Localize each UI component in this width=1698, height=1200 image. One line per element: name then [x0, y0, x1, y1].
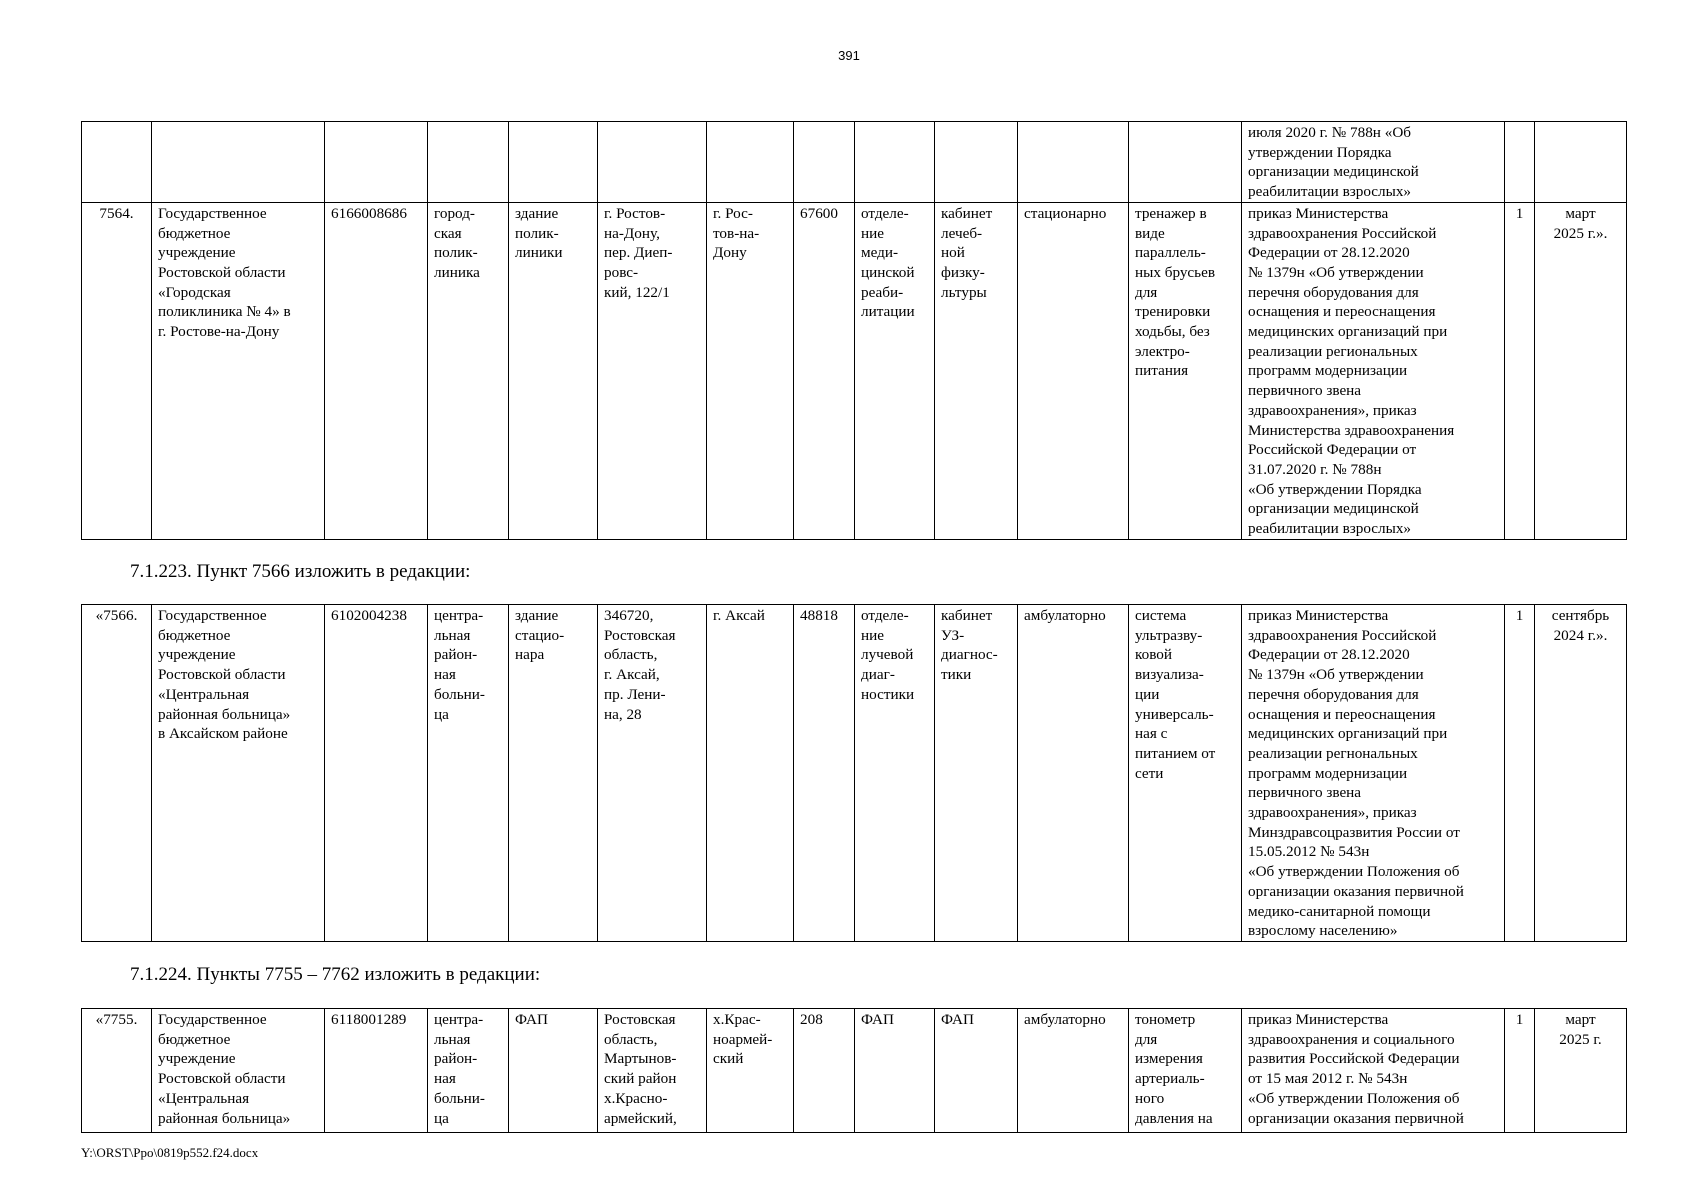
cell-building: [509, 1009, 598, 1133]
cell-building: [509, 605, 598, 942]
cell-inst-type: [428, 202, 509, 539]
population-text: 208: [800, 1011, 823, 1028]
cell-quantity: [1505, 605, 1535, 942]
inst-type-text: центра- льная район- ная больни- ца: [434, 607, 485, 723]
cell-department: [855, 605, 935, 942]
cell-number: [82, 202, 152, 539]
cell-inn: [325, 1009, 428, 1133]
cell-institution: [152, 605, 325, 942]
department-text: отделе- ние лучевой диаг- ностики: [861, 607, 915, 703]
cell-address: [598, 605, 707, 942]
table-row-7564: [82, 202, 1627, 539]
inn-text: 6166008686: [331, 204, 407, 222]
settlement-text: г. Рос- тов-на- Дону: [713, 204, 760, 262]
quantity-text: 1: [1515, 204, 1524, 222]
register-table-3: [81, 1008, 1627, 1133]
cell-settlement: [707, 202, 794, 539]
equipment-text: система ультразву- ковой визуализа- ции универсаль- ная с питанием от сети: [1135, 607, 1216, 782]
cell-care-mode: [1018, 122, 1129, 203]
inst-type-text: город- ская полик- линика: [434, 204, 480, 281]
inn-text: 6118001289: [331, 1011, 407, 1028]
building-text: здание полик- линики: [515, 204, 563, 262]
cell-quantity: [1505, 122, 1535, 203]
cell-population: [794, 605, 855, 942]
building-text: здание стацио- нара: [515, 607, 565, 664]
number-text: 7564.: [99, 204, 134, 222]
legal-basis-text: приказ Министерства здравоохранения Российской Федерации от 28.12.2020 № 1379н «Об утверждении перечня оборудования для оснащения и переоснащения медицинских организаций при реализации региональных программ модернизации первичного звена здравоохранения», приказ Министерства здравоохранения Российской Федерации от 31.07.2020 г. № 788н «Об утверждении Порядка организации медицинской реабилитации взрослых»: [1248, 204, 1455, 538]
cell-quantity: [1505, 1009, 1535, 1133]
inn-text: 6102004238: [331, 607, 407, 624]
population-text: 67600: [800, 204, 838, 222]
number-text: «7566.: [95, 607, 138, 624]
cell-number: [82, 1009, 152, 1133]
cell-inst-type: [428, 605, 509, 942]
deadline-text: март 2025 г.».: [1553, 204, 1608, 242]
file-path-footer: Y:\ORST\Ppo\0819p552.f24.docx: [81, 1145, 259, 1160]
cell-quantity: [1505, 202, 1535, 539]
room-text: кабинет лечеб- ной физку- льтуры: [941, 204, 993, 301]
care-mode-text: амбулаторно: [1024, 1011, 1106, 1028]
table-row-7755: [82, 1009, 1627, 1133]
care-mode-text: амбулаторно: [1024, 607, 1106, 624]
cell-department: [855, 202, 935, 539]
address-text: 346720, Ростовская область, г. Аксай, пр. Лени- на, 28: [604, 607, 676, 723]
institution-text: Государственное бюджетное учреждение Ростовской области «Городская поликлиника № 4» в г. Ростове-на-Дону: [158, 204, 291, 341]
cell-department: [855, 1009, 935, 1133]
cell-settlement: [707, 605, 794, 942]
cell-care-mode: [1018, 1009, 1129, 1133]
page-number: 391: [838, 48, 860, 63]
room-text: ФАП: [941, 1011, 974, 1028]
cell-equipment: [1129, 605, 1242, 942]
address-text: Ростовская область, Мартынов- ский район х.Красно- армейский,: [604, 1011, 677, 1127]
cell-number: [82, 122, 152, 203]
cell-room: [935, 1009, 1018, 1133]
inst-type-text: центра- льная район- ная больни- ца: [434, 1011, 485, 1127]
cell-address: [598, 1009, 707, 1133]
cell-population: [794, 122, 855, 203]
deadline-text: сентябрь 2024 г.».: [1551, 607, 1610, 644]
table-row-7566: [82, 605, 1627, 942]
deadline-text: март 2025 г.: [1559, 1011, 1602, 1048]
register-table-1: [81, 121, 1627, 540]
institution-text: Государственное бюджетное учреждение Ростовской области «Центральная районная больница»: [158, 1011, 291, 1127]
cell-address: [598, 122, 707, 203]
population-text: 48818: [800, 607, 838, 624]
legal-basis-text: приказ Министерства здравоохранения и социального развития Российской Федерации от 15 мая 2012 г. № 543н «Об утверждении Положения об организации оказания первичной: [1248, 1011, 1464, 1127]
register-table-2: [81, 604, 1627, 942]
cell-deadline: [1535, 605, 1627, 942]
cell-inn: [325, 202, 428, 539]
cell-institution: [152, 122, 325, 203]
cell-inn: [325, 605, 428, 942]
cell-settlement: [707, 1009, 794, 1133]
cell-equipment: [1129, 122, 1242, 203]
cell-inst-type: [428, 1009, 509, 1133]
legal-basis-text: июля 2020 г. № 788н «Об утверждении Порядка организации медицинской реабилитации взрослых»: [1248, 124, 1419, 201]
cell-institution: [152, 1009, 325, 1133]
paragraph-7-1-223: 7.1.223. Пункт 7566 изложить в редакции:: [130, 561, 471, 582]
address-text: г. Ростов- на-Дону, пер. Диеп- ровс- кий, 122/1: [604, 204, 673, 301]
legal-basis-text: приказ Министерства здравоохранения Российской Федерации от 28.12.2020 № 1379н «Об утверждении перечня оборудования для оснащения и переоснащения медицинских организаций при реализации регнональных программ модернизации первичного звена здравоохранения», приказ Минздравсоцразвития России от 15.05.2012 № 543н «Об утверждении Положения об организации оказания первичной медико-санитарной помощи взрослому населению»: [1248, 607, 1464, 940]
paragraph-7-1-224: 7.1.224. Пункты 7755 – 7762 изложить в редакции:: [130, 964, 541, 985]
cell-legal-basis: [1242, 202, 1505, 539]
settlement-text: х.Крас- ноармей- ский: [713, 1011, 773, 1068]
cell-equipment: [1129, 202, 1242, 539]
building-text: ФАП: [515, 1011, 548, 1028]
quantity-text: 1: [1515, 1011, 1524, 1028]
cell-legal-basis: [1242, 605, 1505, 942]
cell-population: [794, 1009, 855, 1133]
cell-legal-basis: [1242, 122, 1505, 203]
equipment-text: тонометр для измерения артериаль- ного давления на: [1135, 1011, 1213, 1127]
care-mode-text: стационарно: [1024, 204, 1107, 222]
table-row-continuation: [82, 122, 1627, 203]
cell-room: [935, 202, 1018, 539]
cell-room: [935, 122, 1018, 203]
cell-inn: [325, 122, 428, 203]
department-text: отделе- ние меди- цинской реаби- литации: [861, 204, 915, 321]
cell-population: [794, 202, 855, 539]
cell-building: [509, 122, 598, 203]
cell-address: [598, 202, 707, 539]
cell-care-mode: [1018, 605, 1129, 942]
settlement-text: г. Аксай: [713, 607, 765, 624]
department-text: ФАП: [861, 1011, 894, 1028]
room-text: кабинет УЗ- диагнос- тики: [941, 607, 998, 684]
cell-building: [509, 202, 598, 539]
cell-deadline: [1535, 122, 1627, 203]
institution-text: Государственное бюджетное учреждение Ростовской области «Центральная районная больница» в Аксайском районе: [158, 607, 291, 743]
cell-deadline: [1535, 202, 1627, 539]
cell-equipment: [1129, 1009, 1242, 1133]
cell-institution: [152, 202, 325, 539]
cell-room: [935, 605, 1018, 942]
number-text: «7755.: [95, 1011, 138, 1028]
cell-department: [855, 122, 935, 203]
cell-inst-type: [428, 122, 509, 203]
cell-deadline: [1535, 1009, 1627, 1133]
quantity-text: 1: [1515, 607, 1524, 624]
cell-legal-basis: [1242, 1009, 1505, 1133]
equipment-text: тренажер в виде параллель- ных брусьев для тренировки ходьбы, без электро- питания: [1135, 204, 1216, 380]
cell-number: [82, 605, 152, 942]
cell-settlement: [707, 122, 794, 203]
cell-care-mode: [1018, 202, 1129, 539]
